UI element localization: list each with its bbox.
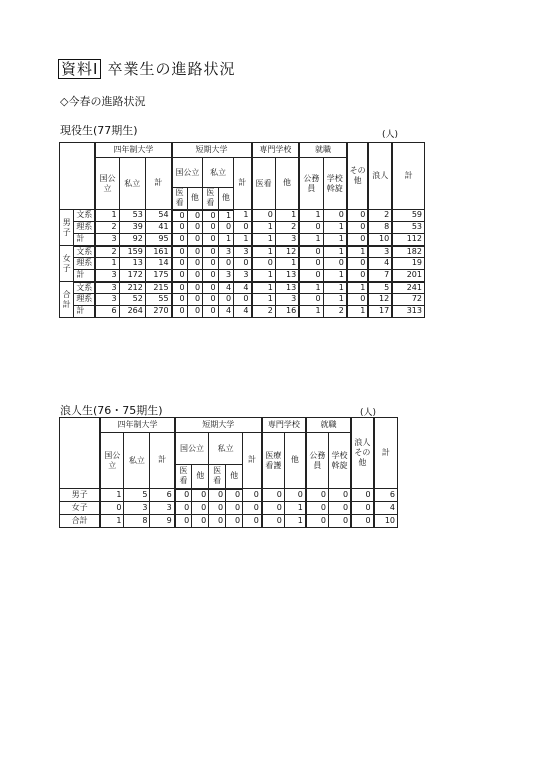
table-cell: 0 (187, 246, 203, 258)
table-cell: 0 (203, 210, 219, 222)
table-cell: 0 (218, 294, 234, 306)
row-label: 文系 (74, 210, 95, 222)
header-jc-national-public: 国公立 (175, 433, 209, 465)
table-cell: 1 (234, 210, 252, 222)
table-cell: 0 (252, 210, 276, 222)
header-ronin: 浪人 (368, 143, 392, 210)
current-title: 現役生(77期生) (60, 124, 138, 137)
header-jc-np-other: 他 (192, 465, 209, 489)
table-cell: 0 (252, 258, 276, 270)
table-cell: 0 (306, 489, 329, 502)
table-cell: 95 (145, 234, 171, 246)
table-cell: 0 (226, 502, 243, 515)
header-emp-public-servant: 公務員 (299, 158, 323, 210)
table-cell: 201 (392, 270, 424, 282)
table-cell: 1 (323, 234, 347, 246)
table-cell: 2 (95, 246, 119, 258)
table-cell: 3 (234, 270, 252, 282)
table-cell: 1 (323, 246, 347, 258)
header-employment: 就職 (299, 143, 347, 158)
header-voc-medical-nursing-care: 医療看護 (262, 433, 285, 489)
table-cell: 0 (175, 489, 192, 502)
header-junior-college: 短期大学 (175, 418, 262, 433)
table-cell: 1 (323, 270, 347, 282)
table-cell: 2 (252, 306, 276, 318)
table-cell: 1 (252, 234, 276, 246)
header-voc-other: 他 (275, 158, 299, 210)
table-cell: 0 (328, 502, 351, 515)
table-cell: 0 (209, 489, 226, 502)
table-cell: 1 (95, 258, 119, 270)
table-cell: 3 (150, 502, 175, 515)
header-4y-national-public: 国公立 (95, 158, 119, 210)
current-unit: (人) (382, 130, 399, 140)
row-label: 文系 (74, 246, 95, 258)
header-jc-private: 私立 (203, 158, 234, 188)
table-cell: 1 (284, 502, 305, 515)
header-four-year-university: 四年制大学 (100, 418, 175, 433)
row-label: 合計 (60, 515, 101, 528)
table-cell: 1 (218, 210, 234, 222)
header-jc-private: 私立 (209, 433, 243, 465)
table-cell: 3 (275, 234, 299, 246)
table-cell: 1 (218, 234, 234, 246)
table-cell: 264 (119, 306, 145, 318)
table-cell: 14 (145, 258, 171, 270)
table-cell: 0 (203, 282, 219, 294)
table-cell: 3 (95, 234, 119, 246)
table-cell: 182 (392, 246, 424, 258)
table-cell: 0 (187, 270, 203, 282)
table-cell: 175 (145, 270, 171, 282)
table-cell: 92 (119, 234, 145, 246)
table-cell: 0 (243, 515, 262, 528)
header-jc-np-other: 他 (187, 188, 203, 210)
table-cell: 1 (299, 306, 323, 318)
header-emp-school-referral: 学校斡旋 (323, 158, 347, 210)
table-cell: 0 (172, 210, 188, 222)
table-cell: 0 (299, 222, 323, 234)
table-cell: 0 (187, 258, 203, 270)
table-cell: 0 (172, 294, 188, 306)
header-emp-public-servant: 公務員 (306, 433, 329, 489)
row-label: 計 (74, 270, 95, 282)
table-cell: 0 (351, 489, 374, 502)
header-total: 計 (374, 418, 398, 489)
table-cell: 0 (299, 270, 323, 282)
document-label: 資料Ⅰ (58, 59, 101, 79)
table-cell: 54 (145, 210, 171, 222)
header-junior-college: 短期大学 (172, 143, 252, 158)
table-cell: 1 (347, 246, 368, 258)
header-corner (60, 418, 101, 489)
header-jc-pr-other: 他 (218, 188, 234, 210)
table-cell: 0 (203, 258, 219, 270)
table-cell: 0 (323, 258, 347, 270)
table-cell: 16 (275, 306, 299, 318)
header-4y-private: 私立 (119, 158, 145, 210)
header-vocational-school: 専門学校 (262, 418, 306, 433)
table-cell: 6 (95, 306, 119, 318)
table-cell: 0 (262, 515, 285, 528)
row-label: 計 (74, 234, 95, 246)
table-cell: 4 (218, 282, 234, 294)
table-cell: 0 (192, 502, 209, 515)
table-cell: 215 (145, 282, 171, 294)
table-cell: 72 (392, 294, 424, 306)
header-jc-pr-medical-nursing: 医看 (209, 465, 226, 489)
table-cell: 112 (392, 234, 424, 246)
table-cell: 1 (95, 210, 119, 222)
table-cell: 0 (328, 515, 351, 528)
header-employment: 就職 (306, 418, 351, 433)
row-label: 理系 (74, 258, 95, 270)
table-cell: 3 (95, 294, 119, 306)
row-label: 理系 (74, 222, 95, 234)
table-cell: 0 (234, 222, 252, 234)
table-cell: 0 (218, 222, 234, 234)
header-four-year-university: 四年制大学 (95, 143, 171, 158)
table-cell: 0 (172, 258, 188, 270)
table-cell: 13 (275, 270, 299, 282)
table-cell: 1 (252, 222, 276, 234)
table-cell: 1 (234, 234, 252, 246)
table-cell: 52 (119, 294, 145, 306)
table-cell: 0 (203, 222, 219, 234)
table-cell: 0 (203, 234, 219, 246)
table-cell: 0 (226, 515, 243, 528)
table-cell: 4 (368, 258, 392, 270)
header-total: 計 (392, 143, 424, 210)
table-cell: 59 (392, 210, 424, 222)
table-cell: 1 (100, 515, 124, 528)
table-cell: 0 (209, 502, 226, 515)
header-4y-total: 計 (145, 158, 171, 210)
table-cell: 4 (218, 306, 234, 318)
header-emp-school-referral: 学校斡旋 (328, 433, 351, 489)
table-cell: 0 (218, 258, 234, 270)
table-cell: 0 (172, 246, 188, 258)
table-cell: 2 (95, 222, 119, 234)
table-cell: 0 (187, 282, 203, 294)
table-cell: 8 (368, 222, 392, 234)
table-cell: 0 (175, 502, 192, 515)
table-cell: 0 (100, 502, 124, 515)
table-cell: 172 (119, 270, 145, 282)
table-cell: 5 (124, 489, 150, 502)
header-jc-national-public: 国公立 (172, 158, 203, 188)
header-jc-pr-other: 他 (226, 465, 243, 489)
row-label: 文系 (74, 282, 95, 294)
current-graduates-table (59, 142, 425, 318)
table-cell: 4 (234, 282, 252, 294)
table-cell: 8 (124, 515, 150, 528)
table-cell: 313 (392, 306, 424, 318)
table-cell: 0 (347, 222, 368, 234)
table-cell: 0 (172, 282, 188, 294)
document-title (58, 58, 235, 79)
table-cell: 1 (100, 489, 124, 502)
table-cell: 0 (203, 270, 219, 282)
header-jc-total: 計 (243, 433, 262, 489)
table-cell: 2 (368, 210, 392, 222)
group-label: 合計 (60, 282, 74, 318)
table-cell: 0 (284, 489, 305, 502)
table-cell: 0 (187, 294, 203, 306)
table-cell: 1 (275, 210, 299, 222)
table-cell: 3 (95, 270, 119, 282)
table-cell: 3 (95, 282, 119, 294)
ronin-title: 浪人生(76・75期生) (60, 404, 163, 417)
group-label: 女子 (60, 246, 74, 282)
table-cell: 4 (234, 306, 252, 318)
table-cell: 1 (299, 282, 323, 294)
table-cell: 2 (323, 306, 347, 318)
table-cell: 3 (218, 246, 234, 258)
table-cell: 241 (392, 282, 424, 294)
table-cell: 0 (306, 515, 329, 528)
table-cell: 0 (192, 489, 209, 502)
table-cell: 159 (119, 246, 145, 258)
header-4y-private: 私立 (124, 433, 150, 489)
table-cell: 0 (299, 246, 323, 258)
table-cell: 6 (374, 489, 398, 502)
table-cell: 0 (347, 234, 368, 246)
ronin-unit: (人) (360, 408, 377, 418)
row-label: 女子 (60, 502, 101, 515)
header-vocational-school: 専門学校 (252, 143, 300, 158)
table-cell: 0 (187, 210, 203, 222)
section-subtitle: ◇今春の進路状況 (60, 95, 146, 108)
table-cell: 4 (374, 502, 398, 515)
table-cell: 1 (323, 282, 347, 294)
table-cell: 10 (374, 515, 398, 528)
table-cell: 10 (368, 234, 392, 246)
table-cell: 3 (234, 246, 252, 258)
row-label: 理系 (74, 294, 95, 306)
table-cell: 1 (347, 282, 368, 294)
table-cell: 0 (328, 489, 351, 502)
table-cell: 12 (275, 246, 299, 258)
table-cell: 1 (299, 210, 323, 222)
table-cell: 0 (226, 489, 243, 502)
table-cell: 2 (275, 222, 299, 234)
table-cell: 1 (284, 515, 305, 528)
table-cell: 0 (347, 210, 368, 222)
table-cell: 0 (262, 489, 285, 502)
table-cell: 0 (234, 294, 252, 306)
table-cell: 0 (172, 270, 188, 282)
header-jc-pr-medical-nursing: 医看 (203, 188, 219, 210)
header-jc-np-medical-nursing: 医看 (172, 188, 188, 210)
table-cell: 19 (392, 258, 424, 270)
table-cell: 0 (187, 306, 203, 318)
header-voc-other: 他 (284, 433, 305, 489)
table-cell: 0 (187, 234, 203, 246)
header-corner (60, 143, 96, 210)
table-cell: 0 (347, 270, 368, 282)
row-label: 計 (74, 306, 95, 318)
table-cell: 270 (145, 306, 171, 318)
group-label: 男子 (60, 210, 74, 246)
table-cell: 0 (209, 515, 226, 528)
table-cell: 13 (119, 258, 145, 270)
table-cell: 6 (150, 489, 175, 502)
table-cell: 0 (203, 246, 219, 258)
ronin-graduates-table (59, 417, 398, 528)
table-cell: 0 (323, 210, 347, 222)
table-cell: 1 (252, 246, 276, 258)
table-cell: 55 (145, 294, 171, 306)
table-cell: 1 (252, 270, 276, 282)
table-cell: 0 (347, 258, 368, 270)
header-4y-national-public: 国公立 (100, 433, 124, 489)
table-cell: 39 (119, 222, 145, 234)
table-cell: 17 (368, 306, 392, 318)
table-cell: 161 (145, 246, 171, 258)
table-cell: 0 (299, 294, 323, 306)
table-cell: 1 (299, 234, 323, 246)
table-cell: 0 (172, 306, 188, 318)
table-cell: 41 (145, 222, 171, 234)
table-cell: 0 (187, 222, 203, 234)
table-cell: 1 (252, 294, 276, 306)
table-cell: 0 (172, 222, 188, 234)
table-cell: 1 (275, 258, 299, 270)
table-cell: 0 (192, 515, 209, 528)
table-cell: 0 (243, 489, 262, 502)
table-cell: 212 (119, 282, 145, 294)
table-cell: 0 (306, 502, 329, 515)
table-cell: 0 (262, 502, 285, 515)
table-cell: 53 (392, 222, 424, 234)
table-cell: 0 (299, 258, 323, 270)
header-jc-total: 計 (234, 158, 252, 210)
table-cell: 0 (351, 515, 374, 528)
header-ronin-misc: 浪人その他 (351, 418, 374, 489)
table-cell: 0 (243, 502, 262, 515)
table-cell: 1 (323, 222, 347, 234)
header-jc-np-medical-nursing: 医看 (175, 465, 192, 489)
header-misc: その他 (347, 143, 368, 210)
table-cell: 7 (368, 270, 392, 282)
table-cell: 5 (368, 282, 392, 294)
row-label: 男子 (60, 489, 101, 502)
table-cell: 12 (368, 294, 392, 306)
header-voc-medical-nursing: 医看 (252, 158, 276, 210)
table-cell: 1 (323, 294, 347, 306)
table-cell: 0 (351, 502, 374, 515)
table-cell: 0 (175, 515, 192, 528)
document-heading: 卒業生の進路状況 (107, 60, 236, 78)
table-cell: 1 (252, 282, 276, 294)
table-cell: 3 (218, 270, 234, 282)
header-4y-total: 計 (150, 433, 175, 489)
table-cell: 0 (347, 294, 368, 306)
table-cell: 3 (275, 294, 299, 306)
table-cell: 3 (124, 502, 150, 515)
table-cell: 0 (203, 306, 219, 318)
table-cell: 0 (234, 258, 252, 270)
table-cell: 9 (150, 515, 175, 528)
table-cell: 0 (203, 294, 219, 306)
table-cell: 13 (275, 282, 299, 294)
table-cell: 0 (172, 234, 188, 246)
table-cell: 53 (119, 210, 145, 222)
table-cell: 1 (347, 306, 368, 318)
table-cell: 3 (368, 246, 392, 258)
